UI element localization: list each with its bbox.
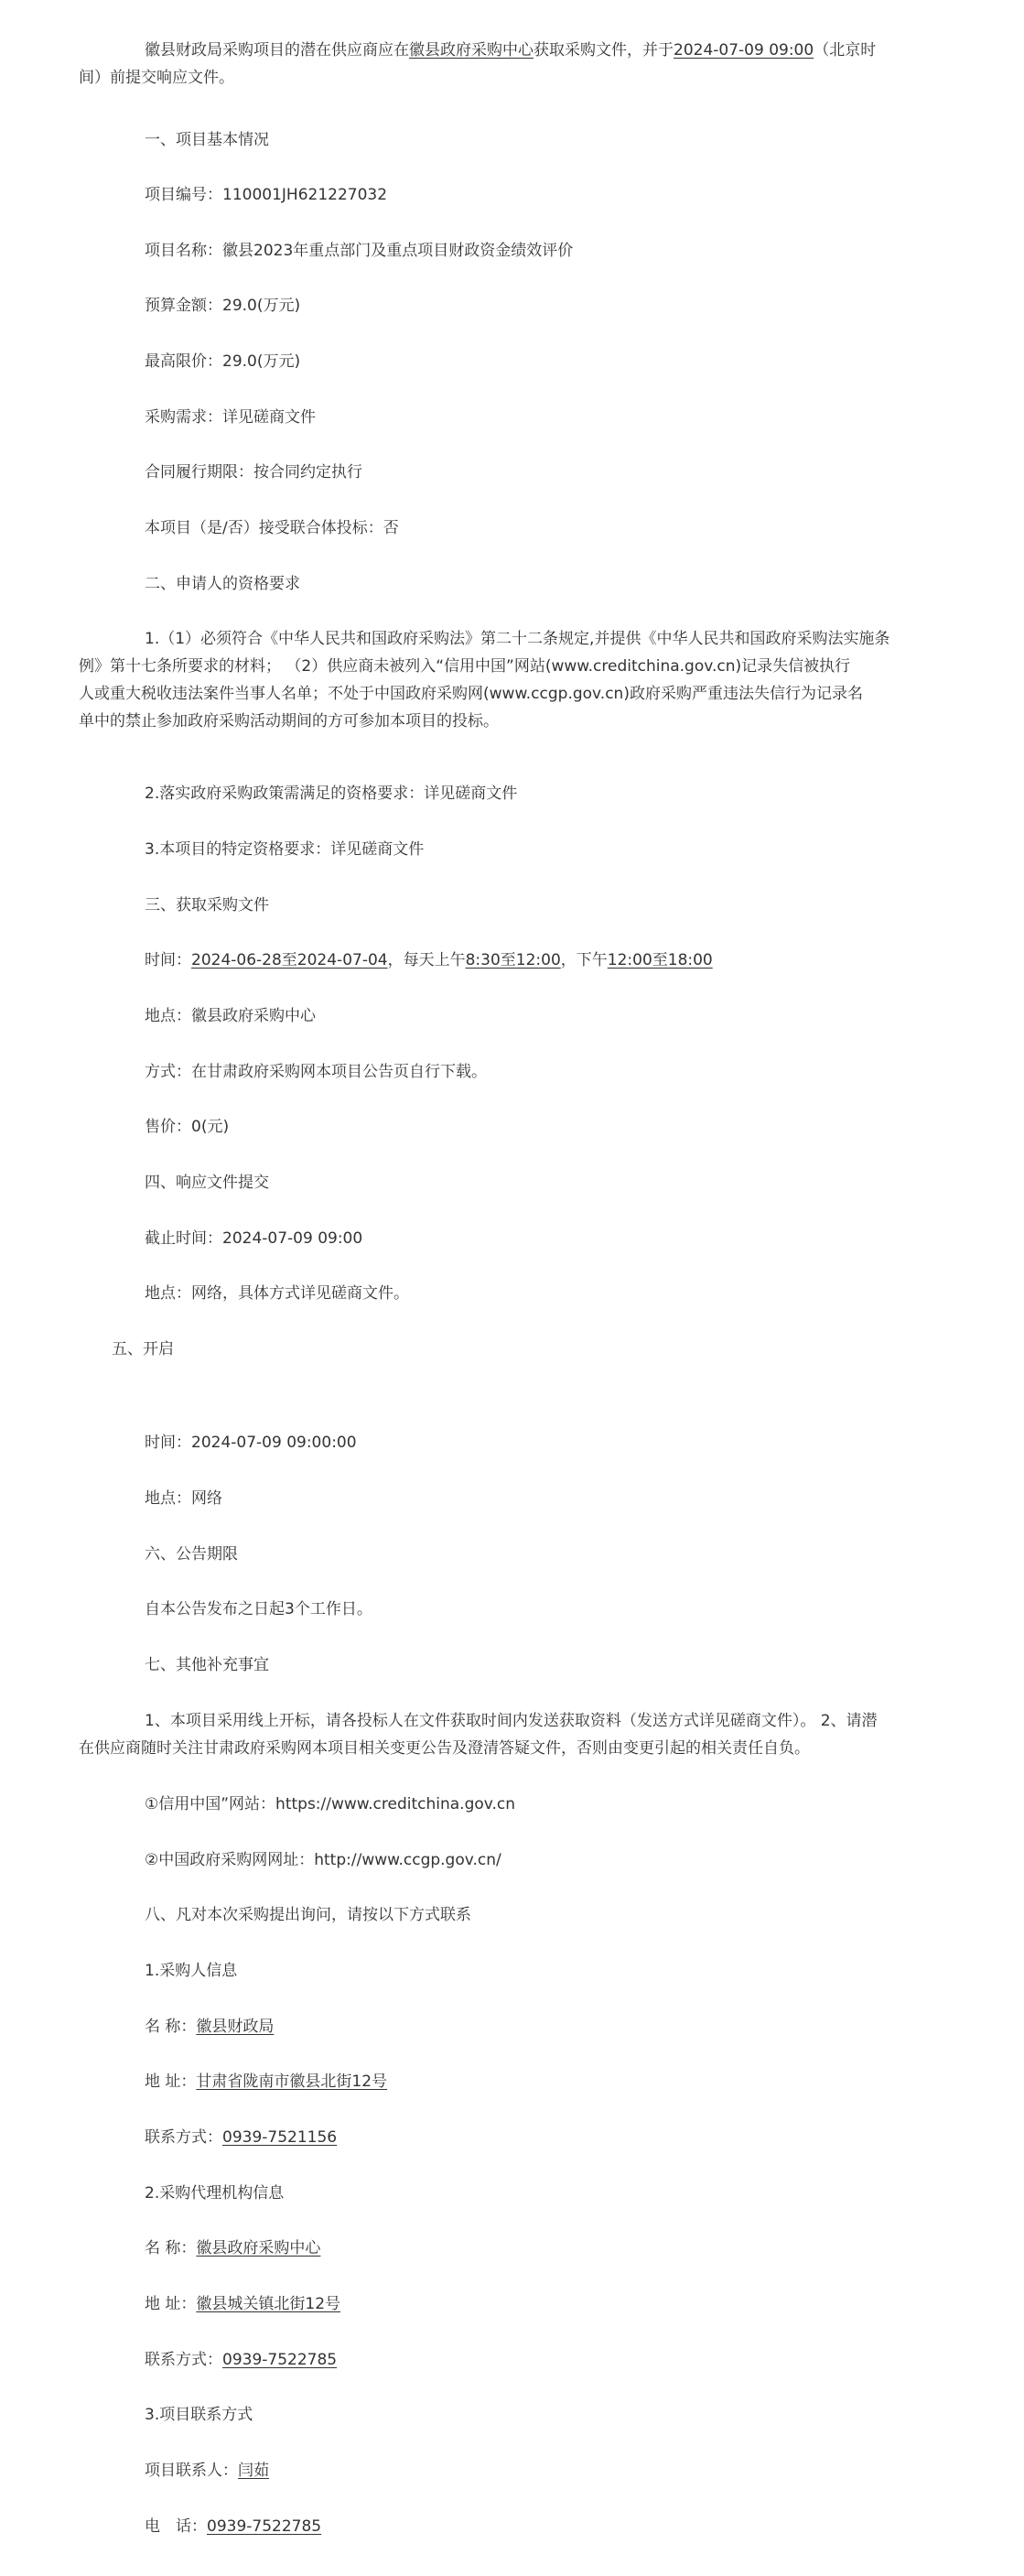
supplementary-notes xyxy=(79,1707,934,1762)
deadline-link[interactable]: 2024-07-09 09:00 xyxy=(674,41,814,60)
agent-phone-row xyxy=(112,2346,934,2374)
obtain-method: 方式：在甘肃政府采购网本项目公告页自行下载。 xyxy=(145,1063,487,1081)
intro-text-a: 徽县财政局采购项目的潜在供应商应在 xyxy=(145,41,409,60)
obtain-afternoon-hours[interactable]: 12:00至18:00 xyxy=(607,951,713,969)
obtain-time-text-c: ，每天上午 xyxy=(387,951,466,969)
buyer-address-row xyxy=(112,2068,934,2095)
agent-name-link[interactable]: 徽县政府采购中心 xyxy=(196,2239,321,2257)
agent-address-link[interactable]: 徽县城关镇北街12号 xyxy=(196,2295,341,2313)
buyer-phone-row xyxy=(112,2124,934,2151)
obtain-place: 地点：徽县政府采购中心 xyxy=(145,1007,316,1025)
section-4-title: 四、响应文件提交 xyxy=(145,1174,269,1192)
intro-line-1 xyxy=(112,37,934,64)
buyer-phone-link[interactable]: 0939-7521156 xyxy=(222,2128,338,2147)
buyer-name-label: 名 称： xyxy=(145,2018,197,2036)
buyer-name-row xyxy=(112,2013,934,2040)
qualification-3: 3.本项目的特定资格要求：详见磋商文件 xyxy=(145,840,425,859)
obtain-time-text-e: ，下午 xyxy=(560,951,608,969)
buyer-info-title: 1.采购人信息 xyxy=(145,1962,238,1980)
agent-name-label: 名 称： xyxy=(145,2239,197,2257)
buyer-phone-label: 联系方式： xyxy=(145,2128,222,2147)
contact-person-label: 项目联系人： xyxy=(145,2462,238,2480)
agent-phone-link[interactable]: 0939-7522785 xyxy=(222,2351,338,2369)
section-7-title: 七、其他补充事宜 xyxy=(145,1656,269,1674)
contact-phone-link[interactable]: 0939-7522785 xyxy=(207,2517,322,2536)
section-3-title: 三、获取采购文件 xyxy=(145,896,269,915)
buyer-address-label: 地 址： xyxy=(145,2073,197,2091)
qualification-1-line-1: 1.（1）必须符合《中华人民共和国政府采购法》第二十二条规定,并提供《中华人民共和国政府采购法实施条 xyxy=(145,630,890,648)
section-5-title: 五、开启 xyxy=(112,1340,174,1358)
qualification-1-line-4: 单中的禁止参加政府采购活动期间的方可参加本项目的投标。 xyxy=(79,712,499,731)
agent-info-title: 2.采购代理机构信息 xyxy=(145,2184,285,2203)
contract-period: 合同履行期限：按合同约定执行 xyxy=(145,463,362,482)
max-price: 最高限价：29.0(万元) xyxy=(145,352,301,371)
buyer-name-link[interactable]: 徽县财政局 xyxy=(196,2018,275,2036)
contact-phone-row xyxy=(112,2513,934,2540)
obtain-morning-hours[interactable]: 8:30至12:00 xyxy=(465,951,561,969)
agent-phone-label: 联系方式： xyxy=(145,2351,222,2369)
contact-info-title: 3.项目联系方式 xyxy=(145,2406,253,2424)
agent-name-row xyxy=(112,2235,934,2262)
opening-time: 时间：2024-07-09 09:00:00 xyxy=(145,1434,357,1452)
submit-place: 地点：网络，具体方式详见磋商文件。 xyxy=(145,1284,409,1303)
opening-place: 地点：网络 xyxy=(145,1489,222,1508)
contact-phone-label: 电 话： xyxy=(145,2517,207,2536)
section-1-title: 一、项目基本情况 xyxy=(145,131,269,149)
consortium-bid: 本项目（是/否）接受联合体投标：否 xyxy=(145,519,399,537)
intro-line-2: 间）前提交响应文件。 xyxy=(79,69,234,87)
document-price: 售价：0(元) xyxy=(145,1118,230,1136)
intro-paragraph xyxy=(79,37,934,92)
section-8-title: 八、凡对本次采购提出询问，请按以下方式联系 xyxy=(145,1906,471,1924)
intro-text-c: 获取采购文件，并于 xyxy=(534,41,674,60)
supplementary-line-2: 在供应商随时关注甘肃政府采购网本项目相关变更公告及澄清答疑文件，否则由变更引起的相关责任自负。 xyxy=(79,1739,810,1758)
qualification-1 xyxy=(79,625,934,735)
intro-text-e: （北京时 xyxy=(814,41,877,60)
agent-address-label: 地 址： xyxy=(145,2295,197,2313)
contact-person-link[interactable]: 闫茹 xyxy=(238,2462,269,2480)
purchase-demand: 采购需求：详见磋商文件 xyxy=(145,408,316,427)
purchase-center-link[interactable]: 徽县政府采购中心 xyxy=(409,41,534,60)
creditchina-site: ①信用中国”网站：https://www.creditchina.gov.cn xyxy=(145,1795,516,1813)
project-number: 项目编号：110001JH621227032 xyxy=(145,186,388,204)
obtain-time-label: 时间： xyxy=(145,951,191,969)
budget-amount: 预算金额：29.0(万元) xyxy=(145,297,301,315)
contact-person-row xyxy=(112,2457,934,2484)
agent-address-row xyxy=(112,2290,934,2318)
qualification-1-line-2: 例》第十七条所要求的材料； （2）供应商未被列入“信用中国”网站(www.creditchina.gov.cn)记录失信被执行 xyxy=(79,657,851,676)
buyer-address-link[interactable]: 甘肃省陇南市徽县北街12号 xyxy=(196,2073,388,2091)
obtain-date-range[interactable]: 2024-06-28至2024-07-04 xyxy=(191,951,388,969)
notice-period: 自本公告发布之日起3个工作日。 xyxy=(145,1600,372,1618)
ccgp-site: ②中国政府采购网网址：http://www.ccgp.gov.cn/ xyxy=(145,1851,501,1869)
qualification-1-line-3: 人或重大税收违法案件当事人名单；不处于中国政府采购网(www.ccgp.gov.cn)政府采购严重违法失信行为记录名 xyxy=(79,685,863,703)
qualification-2: 2.落实政府采购政策需满足的资格要求：详见磋商文件 xyxy=(145,785,518,803)
obtain-time xyxy=(112,947,934,974)
section-6-title: 六、公告期限 xyxy=(145,1545,238,1564)
submit-deadline: 截止时间：2024-07-09 09:00 xyxy=(145,1229,363,1248)
project-name: 项目名称：徽县2023年重点部门及重点项目财政资金绩效评价 xyxy=(145,242,574,260)
section-2-title: 二、申请人的资格要求 xyxy=(145,575,300,593)
supplementary-line-1: 1、本项目采用线上开标，请各投标人在文件获取时间内发送获取资料（发送方式详见磋商文件）。 2、请潜 xyxy=(145,1712,878,1730)
